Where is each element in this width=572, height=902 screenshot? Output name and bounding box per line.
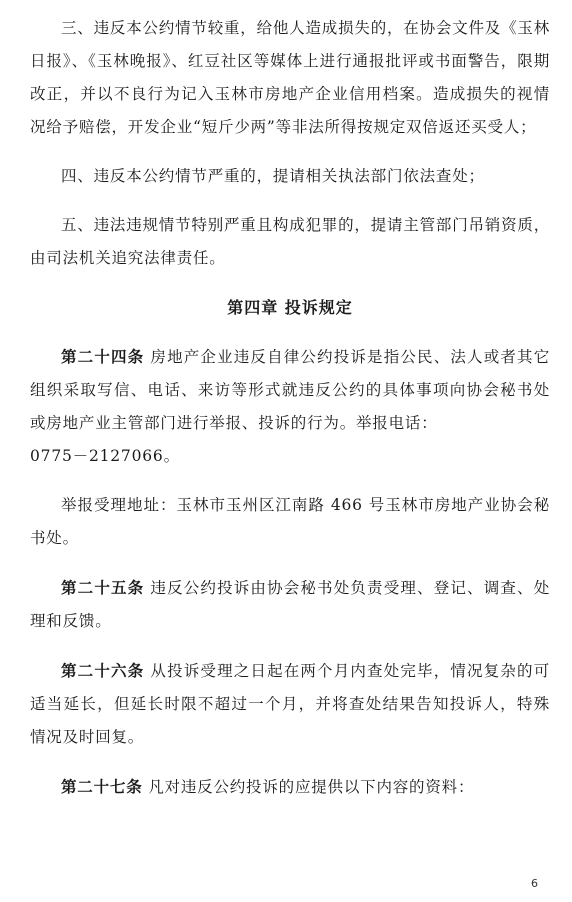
report-phone: 0775－2127066。 [30,447,180,465]
report-address: 举报受理地址：玉林市玉州区江南路 466 号玉林市房地产业协会秘书处。 [30,496,550,547]
article-26-number: 第二十六条 [61,661,145,680]
article-25 [30,571,550,638]
article-27-number: 第二十七条 [61,777,143,796]
article-26 [30,654,550,754]
article-25-text: 违反公约投诉由协会秘书处负责受理、登记、调查、处理和反馈。 [30,579,550,630]
paragraph-item-5: 五、违法违规情节特别严重且构成犯罪的，提请主管部门吊销资质，由司法机关追究法律责任。 [30,216,551,267]
article-24-number: 第二十四条 [61,347,145,366]
paragraph-item-4: 四、违反本公约情节严重的，提请相关执法部门依法查处； [61,167,485,185]
paragraph-item-3: 三、违反本公约情节较重，给他人造成损失的，在协会文件及《玉林日报》、《玉林晚报》、红豆社区等媒体上进行通报批评或书面警告，限期改正，并以不良行为记入玉林市房地产企业信用档案。造成损失的视情况给予赔偿，开发企业“短斤少两”等非法所得按规定双倍返还买受人； [30,19,551,136]
document-body [30,12,550,804]
article-27-text: 凡对违反公约投诉的应提供以下内容的资料： [148,778,475,796]
article-25-number: 第二十五条 [61,578,145,597]
article-24-text: 房地产企业违反自律公约投诉是指公民、法人或者其它组织采取写信、电话、来访等形式就违反公约的具体事项向协会秘书处或房地产业主管部门进行举报、投诉的行为。举报电话： [30,348,550,432]
article-24 [30,340,550,440]
chapter-title: 第四章 投诉规定 [227,298,353,317]
article-26-text: 从投诉受理之日起在两个月内查处完毕，情况复杂的可适当延长，但延长时限不超过一个月，并将查处结果告知投诉人，特殊情况及时回复。 [30,662,550,746]
article-27 [30,770,550,804]
page-number: 6 [531,877,538,890]
